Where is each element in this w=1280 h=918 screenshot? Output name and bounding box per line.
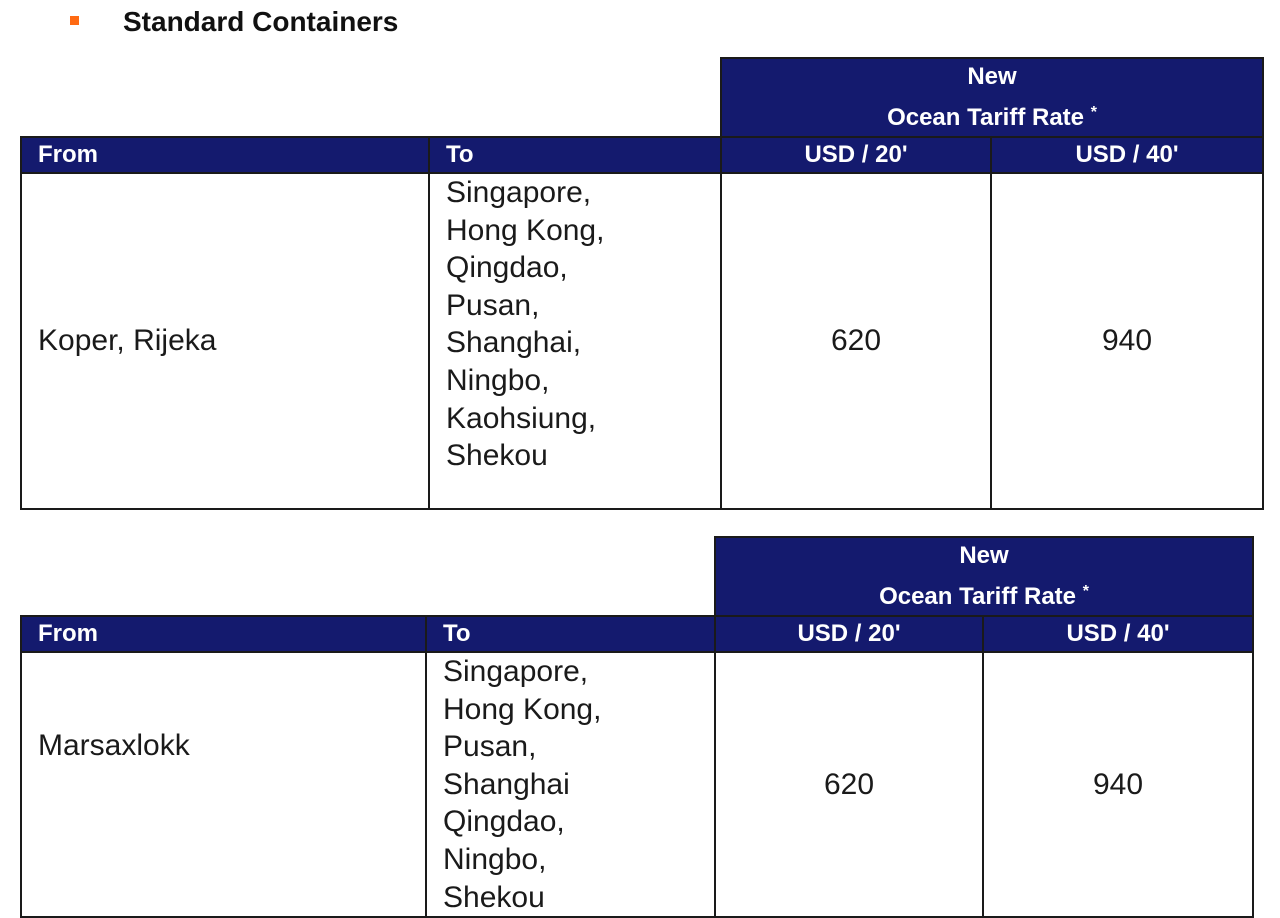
group-header-new-rate [715, 537, 1253, 616]
destination-line: Shekou [446, 439, 548, 473]
destination-line: Kaohsiung, [446, 401, 597, 435]
cell-to-destinations [426, 652, 715, 917]
rate-table-koper [20, 57, 1264, 510]
destination-line: Shanghai [443, 767, 570, 801]
group-header-line2: Ocean Tariff Rate * [887, 104, 1097, 131]
column-header-usd-20: USD / 20' [721, 137, 991, 173]
footnote-mark: * [1082, 583, 1089, 600]
column-header-to: To [429, 137, 721, 173]
destination-line: Singapore, [443, 655, 589, 688]
cell-rate-20: 620 [721, 173, 991, 509]
destination-line: Singapore, [446, 176, 592, 209]
group-header-line1: New [967, 63, 1017, 90]
rate-table-marsaxlokk [20, 536, 1254, 918]
column-header-from: From [21, 616, 426, 652]
destination-line: Pusan, [446, 288, 540, 322]
bullet-square-icon [70, 16, 79, 25]
section-title: Standard Containers [123, 6, 399, 37]
column-header-usd-40: USD / 40' [991, 137, 1263, 173]
destination-line: Ningbo, [446, 363, 550, 397]
cell-to-destinations [429, 173, 721, 509]
destination-line: Hong Kong, [443, 692, 602, 726]
column-header-to: To [426, 616, 715, 652]
column-header-usd-20: USD / 20' [715, 616, 983, 652]
cell-from: Koper, Rijeka [21, 173, 429, 509]
column-header-from: From [21, 137, 429, 173]
destination-line: Qingdao, [446, 251, 568, 285]
cell-rate-40: 940 [991, 173, 1263, 509]
destination-line: Hong Kong, [446, 213, 605, 247]
group-header-new-rate [721, 58, 1263, 137]
destination-line: Shekou [443, 880, 545, 914]
section-heading [70, 4, 398, 40]
footnote-mark: * [1090, 104, 1097, 121]
column-header-usd-40: USD / 40' [983, 616, 1253, 652]
cell-from: Marsaxlokk [21, 652, 426, 917]
group-header-line1: New [959, 542, 1009, 569]
destination-line: Shanghai, [446, 326, 582, 360]
cell-rate-40: 940 [983, 652, 1253, 917]
destination-line: Ningbo, [443, 842, 547, 876]
cell-rate-20: 620 [715, 652, 983, 917]
destination-line: Qingdao, [443, 805, 565, 839]
destination-line: Pusan, [443, 730, 537, 764]
group-header-line2: Ocean Tariff Rate * [879, 583, 1089, 610]
